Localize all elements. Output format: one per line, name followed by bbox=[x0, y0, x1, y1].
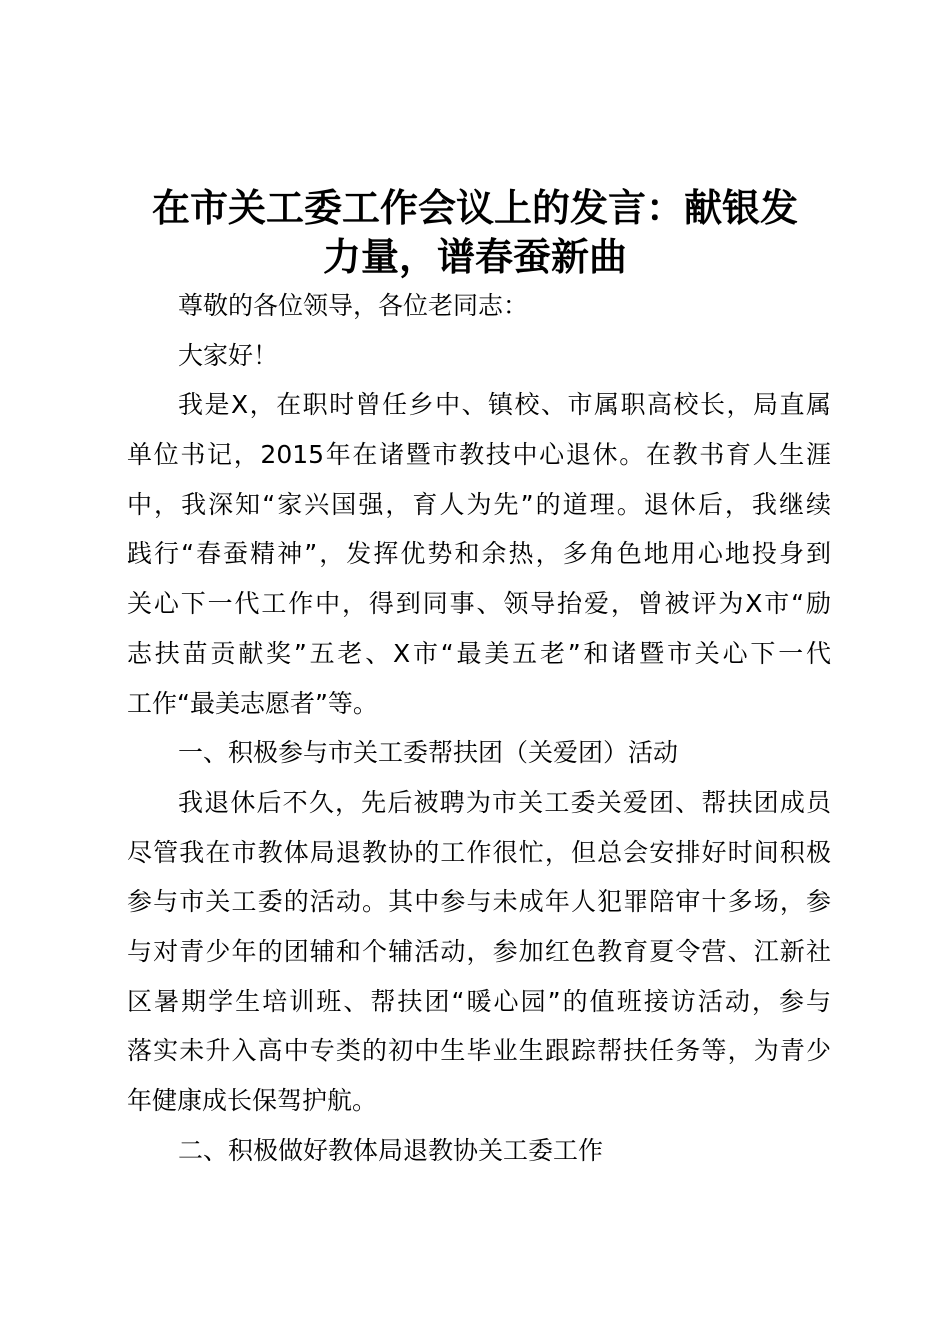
text-line: 尊敬的各位领导，各位老同志： bbox=[178, 291, 529, 320]
document-body bbox=[127, 281, 831, 1175]
text-line: 一、积极参与市关工委帮扶团（关爱团）活动 bbox=[178, 738, 679, 768]
text-line: 大家好！ bbox=[178, 340, 279, 370]
text-line: 关心下一代工作中，得到同事、领导抬爱，曾被评为X市“励 bbox=[127, 589, 831, 619]
section-heading bbox=[127, 1126, 831, 1176]
document-title bbox=[100, 183, 850, 281]
text-line: 参与市关工委的活动。其中参与未成年人犯罪陪审十多场，参 bbox=[127, 887, 831, 917]
text-line: 落实未升入高中专类的初中生毕业生跟踪帮扶任务等，为青少 bbox=[127, 1036, 831, 1066]
text-line: 区暑期学生培训班、帮扶团“暖心园”的值班接访活动，参与 bbox=[127, 986, 831, 1016]
text-line: 尽管我在市教体局退教协的工作很忙，但总会安排好时间积极 bbox=[127, 837, 831, 867]
title-line: 力量，谱春蚕新曲 bbox=[322, 234, 627, 279]
text-line: 工作“最美志愿者”等。 bbox=[127, 688, 378, 718]
text-line: 年健康成长保驾护航。 bbox=[127, 1086, 378, 1115]
text-line: 我退休后不久，先后被聘为市关工委关爱团、帮扶团成员 bbox=[178, 787, 831, 817]
section-heading bbox=[127, 728, 831, 778]
text-line: 单位书记，2015年在诸暨市教技中心退休。在教书育人生涯 bbox=[127, 440, 831, 470]
text-line: 二、积极做好教体局退教协关工委工作 bbox=[178, 1135, 604, 1165]
paragraph bbox=[127, 778, 831, 1126]
text-line: 中，我深知“家兴国强，育人为先”的道理。退休后，我继续 bbox=[127, 489, 831, 519]
title-line: 在市关工委工作会议上的发言：献银发 bbox=[151, 185, 798, 230]
text-line: 践行“春蚕精神”，发挥优势和余热，多角色地用心地投身到 bbox=[127, 539, 831, 569]
text-line: 与对青少年的团辅和个辅活动，参加红色教育夏令营、江新社 bbox=[127, 936, 831, 966]
text-line: 我是X，在职时曾任乡中、镇校、市属职高校长，局直属 bbox=[178, 390, 831, 420]
paragraph bbox=[127, 380, 831, 728]
paragraph bbox=[127, 331, 831, 381]
text-line: 志扶苗贡献奖”五老、X市“最美五老”和诸暨市关心下一代 bbox=[127, 638, 831, 668]
paragraph bbox=[127, 281, 831, 331]
